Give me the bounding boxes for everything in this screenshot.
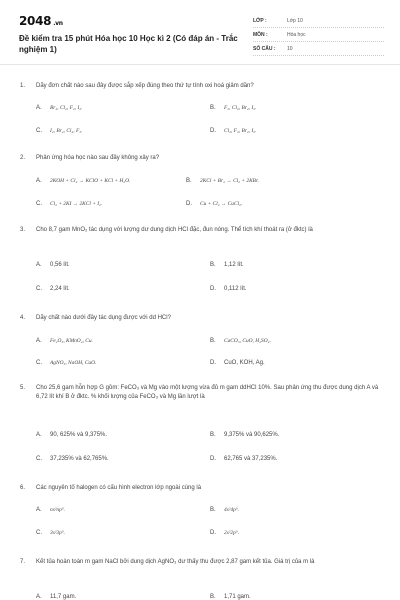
meta-row-subject [253,28,384,42]
question-number: 1. [20,83,26,89]
option-letter: B. [210,262,216,268]
meta-value: Hóa học [287,31,306,38]
option-letter: D. [210,286,216,292]
option-letter: B. [210,594,216,600]
question-number: 4. [20,315,26,321]
option-text: 0,56 lít. [50,262,70,268]
logo[interactable]: 2048 .vn [19,14,63,28]
meta-value: 10 [287,45,293,52]
option-b[interactable] [210,594,251,600]
option-letter: C. [36,360,42,366]
question-number: 2. [20,155,26,161]
option-c[interactable] [36,128,83,134]
question-text: Phản ứng hóa học nào sau đây không xảy ra? [36,155,160,161]
option-c[interactable] [36,286,70,292]
option-letter: A. [36,507,42,513]
option-letter: A. [36,432,42,438]
option-text: Cl₂, F₂, Br₂, I₂. [224,128,257,134]
option-a[interactable] [36,105,83,111]
meta-row-count [253,42,384,56]
option-b[interactable] [210,507,239,513]
option-letter: C. [36,201,42,207]
option-text: 11,7 gam. [50,594,77,600]
option-b[interactable] [210,262,244,268]
option-letter: D. [186,201,192,207]
question-text: Các nguyên tố halogen có cấu hình electron lớp ngoài cùng là [36,485,202,491]
option-letter: A. [36,105,42,111]
option-a[interactable] [36,432,107,438]
option-letter: D. [210,128,216,134]
meta-row-class [253,14,384,28]
option-b[interactable] [210,338,271,344]
option-d[interactable] [210,360,265,366]
option-letter: D. [210,360,216,366]
question-text: Dãy chất nào dưới đây tác dụng được với dd HCl? [36,315,171,321]
option-d[interactable] [210,286,247,292]
option-text: 1,71 gam. [224,594,251,600]
question-text: Cho 25,6 gam hỗn hợp G gồm: FeCO₃ và Mg vào một lượng vừa đủ m gam ddHCl 10%. Sau phản ứng thu được dung dịch A và 6,72 lít khí B ở đktc. % khối lượng của FeCO₃ và Mg lần lượt là [36,385,379,400]
option-text: Fe₂O₃, KMnO₄, Cu. [50,338,93,344]
option-text: 2s²2p⁵. [224,530,240,536]
option-letter: A. [36,262,42,268]
option-a[interactable] [36,338,93,344]
option-text: 4s²4p⁵. [224,507,240,513]
question-text: Dãy đơn chất nào sau đây được sắp xếp đúng theo thứ tự tính oxi hoá giảm dần? [36,83,254,89]
option-b[interactable] [210,105,257,111]
option-letter: C. [36,530,42,536]
option-letter: D. [210,530,216,536]
option-d[interactable] [186,201,242,207]
option-letter: B. [210,507,216,513]
option-c[interactable] [36,360,96,366]
option-d[interactable] [210,456,277,462]
option-text: 3s²3p⁵. [50,530,66,536]
option-text: 1,12 lít. [224,262,244,268]
meta-value: Lớp 10 [287,17,303,24]
option-text: F₂, Cl₂, Br₂, I₂. [224,105,257,111]
option-b[interactable] [186,178,259,184]
option-text: 2,24 lít. [50,286,70,292]
question-number: 6. [20,485,26,491]
question-number: 3. [20,227,26,233]
option-d[interactable] [210,530,239,536]
option-text: 37,235% và 62,765%. [50,456,109,462]
option-text: Br₂, Cl₂, F₂, I₂. [50,105,83,111]
option-letter: C. [36,128,42,134]
meta-key: LỚP : [253,17,267,24]
option-text: CuO, KOH, Ag. [224,360,265,366]
header [19,14,384,62]
option-letter: B. [210,432,216,438]
page-title: Đề kiểm tra 15 phút Hóa học 10 Học kì 2 (Có đáp án - Trắc nghiệm 1) [19,34,238,54]
option-text: I₂, Br₂, Cl₂, F₂. [50,128,83,134]
option-letter: B. [210,105,216,111]
option-a[interactable] [36,594,76,600]
option-d[interactable] [210,128,257,134]
meta-key: SỐ CÂU : [253,45,276,52]
option-text: 90, 625% và 9,375%. [50,432,108,438]
option-c[interactable] [36,456,109,462]
option-a[interactable] [36,262,70,268]
option-b[interactable] [210,432,279,438]
option-letter: D. [210,456,216,462]
option-c[interactable] [36,530,65,536]
option-letter: B. [210,338,216,344]
option-c[interactable] [36,201,102,207]
option-text: AgNO₃, NaOH, CuO. [50,360,97,366]
divider [0,64,400,65]
option-a[interactable] [36,507,65,513]
question-text: Kết tủa hoàn toàn m gam NaCl bởi dung dịch AgNO₃ dư thấy thu được 2,87 gam kết tủa. Giá trị của m là [36,559,315,565]
option-text: 2KOH + Cl₂ → KClO + KCl + H₂O. [50,178,131,184]
question-number: 7. [20,559,26,565]
option-text: CaCO₃, CuO, H₂SO₄. [224,338,271,344]
meta-key: MÔN : [253,31,268,38]
option-text: 9,375% và 90,625%. [224,432,280,438]
option-letter: B. [186,178,192,184]
option-text: Cl₂ + 2KI → 2KCl + I₂. [50,201,103,207]
option-letter: A. [36,338,42,344]
option-text: 62,765 và 37,235%. [224,456,278,462]
option-a[interactable] [36,178,130,184]
option-letter: A. [36,178,42,184]
option-text: 0,112 lít. [224,286,247,292]
question-number: 5. [20,385,26,391]
meta-info [253,14,384,56]
option-text: Cu + Cl₂ → CuCl₂. [200,201,243,207]
question-text: Cho 8,7 gam MnO₂ tác dụng với lượng dư dung dịch HCl đặc, đun nóng. Thể tích khí thoát ra (ở đktc) là [36,227,313,233]
option-letter: C. [36,456,42,462]
option-letter: C. [36,286,42,292]
option-text: ns²np⁵. [50,507,66,513]
option-letter: A. [36,594,42,600]
option-text: 2KCl + Br₂ → Cl₂ + 2KBr. [200,178,259,184]
